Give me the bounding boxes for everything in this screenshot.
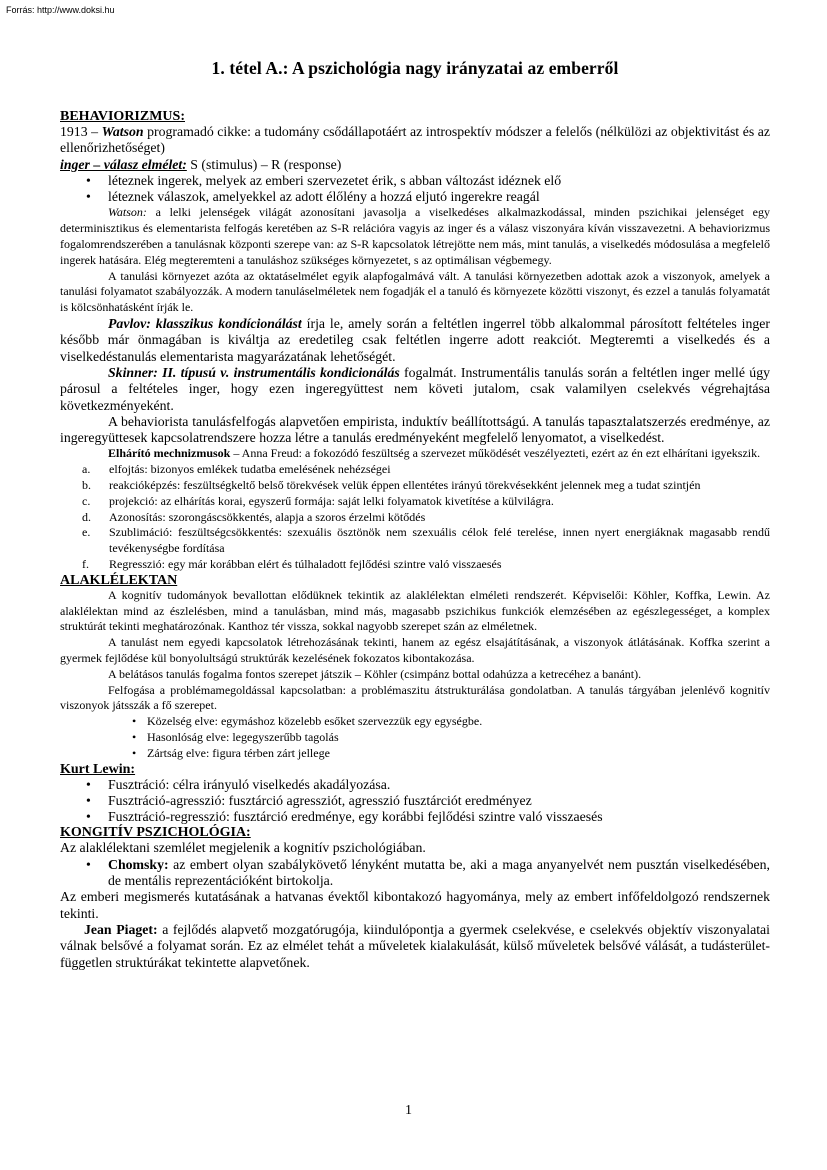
piaget-text: a fejlődés alapvető mozgatórugója, kiindulópontja a gyermek cselekvése, e cselekvés objektív viszonyalatai válnak belsővé a folyamat során. Ez az elmélet tehát a műveletek kialakulását, külső műveletek belsővé válását, a tudásterület-független struktúrákat tekintette alapvetőnek. — [60, 921, 770, 970]
watson-intro-paragraph — [60, 124, 770, 157]
defense-list — [60, 462, 770, 573]
list-item — [60, 714, 770, 730]
list-item — [60, 510, 770, 526]
skinner-label: Skinner: II. típusú v. instrumentális kondicionálás — [108, 364, 400, 380]
list-item — [60, 746, 770, 762]
sr-theory-text: S (stimulus) – R (response) — [186, 156, 342, 172]
gestalt-paragraph-1: A kognitív tudományok bevallottan elődüknek tekintik az alaklélektan elméleti rendszerét. Képviselői: Köhler, Koffka, Lewin. Az alaklélektan mind az észlelésben, mind a tanulásban, mind más, magasabb pszichikus funkciók elemzésében az egészlegességet, a komplex struktúrát tekinti meghatározónak. Kanthoz tér vissza, sokkal nagyobb szerepet szán az elméletnek. — [60, 587, 770, 634]
bullet-icon: • — [132, 714, 137, 729]
list-item-text: Szublimáció: feszültségcsökkentés: szexuális ösztönök nem szexuális célok felé terelése, innen nyert energiáknak magasabb rendű tevékenységbe fordítása — [109, 525, 770, 556]
piaget-paragraph — [60, 922, 770, 971]
list-item — [60, 793, 770, 809]
gestalt-principles-list — [60, 714, 770, 761]
skinner-text: fogalmát. Instrumentális tanulás során a feltétlen inger mellé úgy párosul a feltételes inger, hogy ezen ingeregyüttest nem követi jutalom, csak valamilyen cselekvés végrehajtása következményeként. — [60, 364, 770, 413]
list-item-text: Fusztráció: célra irányuló viselkedés akadályozása. — [108, 776, 391, 792]
list-letter: a. — [82, 462, 91, 477]
list-letter: f. — [82, 557, 89, 572]
list-item — [60, 525, 770, 557]
cognitive-heading: KONGITÍV PSZICHOLÓGIA: — [60, 825, 251, 841]
defense-text: – Anna Freud: a fokozódó feszültség a szervezet működését veszélyezteti, ezért az én ezt elhárítani igyekszik. — [230, 446, 761, 461]
list-letter: c. — [82, 493, 91, 508]
source-label: Forrás: http://www.doksi.hu — [6, 5, 115, 15]
bullet-icon: • — [86, 792, 91, 808]
list-item — [60, 857, 770, 890]
list-item — [60, 730, 770, 746]
gestalt-paragraph-4: Felfogása a problémamegoldással kapcsolatban: a problémaszitu átstrukturálása gondolatban. A tanulás tárgyában jelenlévő kognitív viszonyok játsszák a fő szerepet. — [60, 682, 770, 713]
pavlov-paragraph — [60, 316, 770, 365]
list-item-text: léteznek ingerek, melyek az emberi szervezetet érik, s abban változást idéznek elő — [108, 172, 562, 188]
page-number: 1 — [405, 1103, 412, 1118]
list-item-text: Regresszió: egy már korábban elért és túlhaladott fejlődési szintre való visszaesés — [109, 557, 502, 572]
list-item-text: projekció: az elhárítás korai, egyszerű formája: saját lelki folyamatok kivetítése a külvilágra. — [109, 493, 554, 508]
lewin-heading: Kurt Lewin: — [60, 761, 136, 777]
list-item-text: elfojtás: bizonyos emlékek tudatba emelésének nehézségei — [109, 462, 391, 477]
list-item — [60, 478, 770, 494]
gestalt-paragraph-3: A belátásos tanulás fogalma fontos szerepet játszik – Köhler (csimpánz bottal odahúzza a ketrecéhez a banánt). — [108, 666, 642, 681]
watson-text: a lelki jelenségek világát azonosítani javasolja a viselkedéses alkalmazkodással, minden pszichikai jelenséget egy determinisztikus és elementarista felfogás keretében az S-R relációra vagyis az inger és a válasz viszonyára kíván visszavezetni. A behaviorizmus fogalomrendszerében a tanulásnak központi szerepe van: az S-R kapcsolatok létrejötte nem más, mint tanulás, a viselkedés módosulása a megfelelő ingerek hatására. Elég megteremteni a tanuláshoz szükséges környezetet, s az optimálisan végbemegy. — [60, 205, 770, 267]
watson-paragraph — [60, 205, 770, 268]
list-item-text: Zártság elve: figura térben zárt jellege — [147, 745, 330, 760]
bullet-icon: • — [86, 856, 91, 872]
piaget-label: Jean Piaget: — [84, 921, 158, 937]
cognitive-paragraph-2: Az emberi megismerés kutatásának a hatvanas évektől kibontakozó hagyománya, mely az embert infőfeldolgozó rendszernek tekinti. — [60, 889, 770, 921]
empiricist-paragraph: A behaviorista tanulásfelfogás alapvetően empirista, induktív beállítottságú. A tanulás tapasztalatszerzés eredménye, az ingeregyüttesek kapcsolatrendszere hozza létre a tanulás eredményeként megfelelő lenyomatot, a viselkedést. — [60, 413, 770, 446]
learning-environment-paragraph: A tanulási környezet azóta az oktatáselmélet egyik alapfogalmává vált. A tanulási környezetben adottak azok a viszonyok, amelyek a tanulási folyamatot szabályozzák. A modern tanuláselméletek nem fogadják el a tanuló és környezete közötti viszonyt, és ezzel a tanulás folyamatát is kölcsönhatásként írják le. — [60, 268, 770, 315]
list-item-text: Közelség elve: egymáshoz közelebb esőket szervezzük egy egységbe. — [147, 714, 483, 729]
list-item-text: Fusztráció-regresszió: fusztárció eredménye, egy korábbi fejlődési szintre való visszaesés — [108, 809, 603, 825]
list-item — [60, 462, 770, 478]
list-item — [60, 494, 770, 510]
list-letter: b. — [82, 478, 91, 493]
list-item-text: Hasonlóság elve: legegyszerűbb tagolás — [147, 729, 339, 744]
list-item-text: Azonosítás: szorongáscsökkentés, alapja a szoros érzelmi kötődés — [109, 509, 426, 524]
stimulus-response-line — [60, 157, 770, 173]
list-item — [60, 189, 770, 205]
list-letter: e. — [82, 525, 91, 540]
sr-bullet-list — [60, 173, 770, 206]
list-item-text: reakcióképzés: feszültségkeltő belső törekvések velük éppen ellentétes irányú törekvésekként jelennek meg a tudat szintjén — [109, 478, 701, 493]
watson-name: Watson — [101, 124, 144, 139]
document-page — [60, 58, 770, 971]
bullet-icon: • — [86, 172, 91, 188]
list-item — [60, 777, 770, 793]
list-item — [60, 173, 770, 189]
pavlov-label: Pavlov: klasszikus kondícionálást — [108, 316, 302, 332]
bullet-icon: • — [132, 729, 137, 744]
chomsky-list — [60, 857, 770, 890]
pavlov-text: írja le, amely során a feltétlen ingerrel több alkalommal párosított feltételes inger később már önmagában is kiváltja az eredetileg csak feltétlen ingerre adott reakciót. Megteremti a viselkedés és a viselkedéstanulás elementarista magyarázatának lehetőségét. — [60, 316, 770, 364]
defense-label: Elhárító mechnizmusok — [108, 446, 231, 461]
watson-intro-text: programadó cikke: a tudomány csődállapotáért az introspektív módszer a felelős (nélkülözi az objektivitást és az ellenőrizhetőséget) — [60, 124, 770, 156]
behaviorism-heading: BEHAVIORIZMUS: — [60, 109, 185, 124]
list-item-text: léteznek válaszok, amelyekkel az adott élőlény a hozzá eljutó ingerekre reagál — [108, 189, 540, 205]
list-item-text: Fusztráció-agresszió: fusztárció agressziót, agresszió fusztárciót eredményez — [108, 792, 532, 808]
lewin-list — [60, 777, 770, 826]
sr-theory-label: inger – válasz elmélet: — [60, 156, 187, 172]
year-text: 1913 – — [60, 124, 102, 139]
list-item — [60, 809, 770, 825]
defense-mechanisms-paragraph — [60, 446, 770, 462]
watson-label: Watson: — [108, 205, 147, 220]
bullet-icon: • — [86, 189, 91, 205]
skinner-paragraph — [60, 365, 770, 414]
bullet-icon: • — [86, 776, 91, 792]
cognitive-paragraph-1: Az alaklélektani szemlélet megjelenik a kognitív pszichológiában. — [60, 840, 426, 856]
page-title: 1. tétel A.: A pszichológia nagy irányzatai az emberről — [211, 58, 619, 78]
list-item — [60, 557, 770, 573]
chomsky-text: az embert olyan szabálykövető lényként mutatta be, aki a maga anyanyelvét nem pusztán viselkedésében, de mentális reprezentációként birtokolja. — [108, 856, 770, 889]
list-letter: d. — [82, 509, 91, 524]
gestalt-paragraph-2: A tanulást nem egyedi kapcsolatok létrehozásának tekinti, hanem az egész elsajátításának, a viszonyok átlátásának. Koffka szerint a gyermek fejlődése kül bonyolultságú struktúrák kezelésének fokozatos kibontakozása. — [60, 635, 770, 665]
gestalt-heading: ALAKLÉLEKTAN — [60, 572, 178, 588]
chomsky-label: Chomsky: — [108, 856, 169, 872]
bullet-icon: • — [86, 809, 91, 825]
bullet-icon: • — [132, 745, 137, 760]
